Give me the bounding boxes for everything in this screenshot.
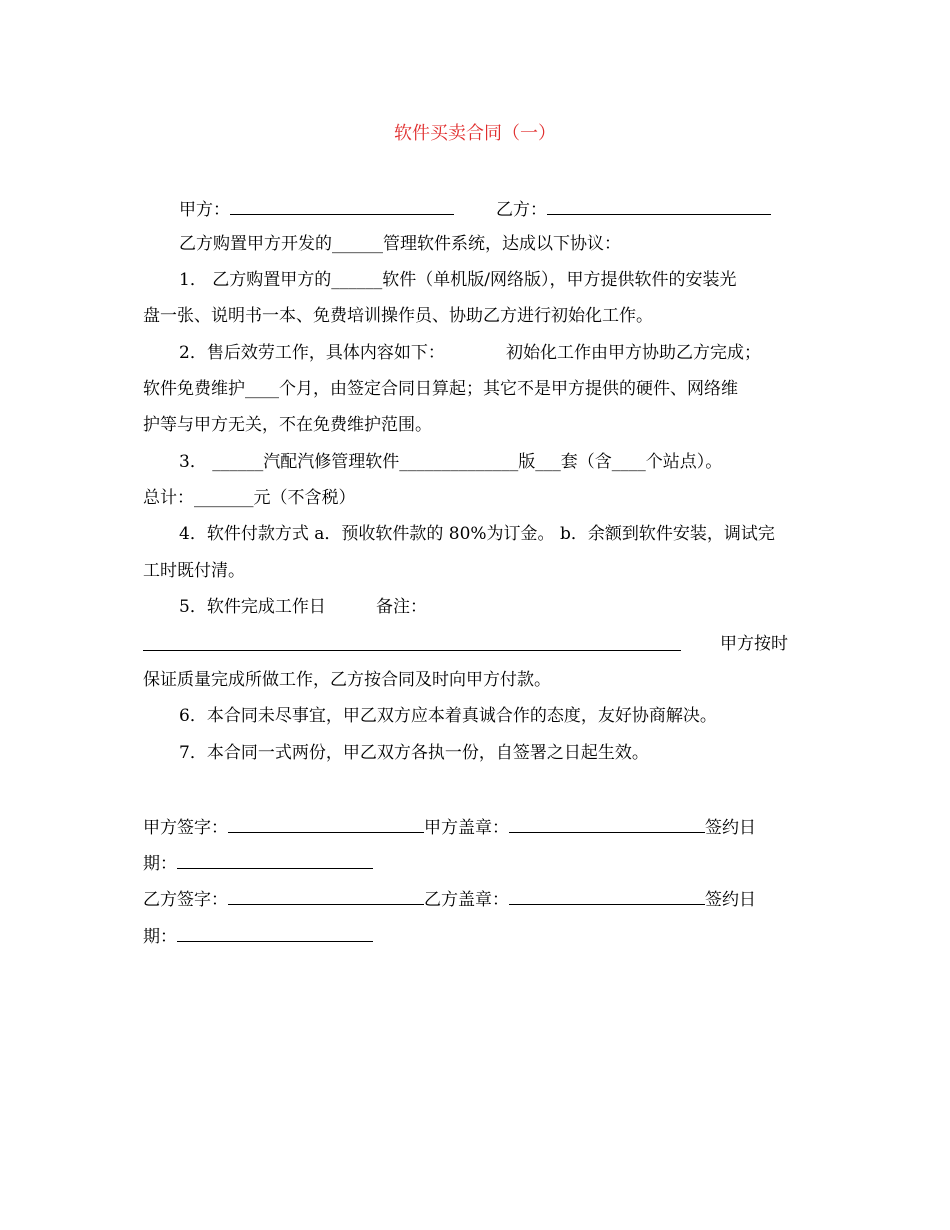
clause7: 7．本合同一式两份，甲乙双方各执一份，自签署之日起生效。 bbox=[179, 743, 649, 763]
clause2-line2: 软件免费维护____个月，由签定合同日算起；其它不是甲方提供的硬件、网络维 bbox=[143, 379, 738, 399]
clause2-line1a: 2．售后效劳工作，具体内容如下： bbox=[179, 343, 445, 363]
date-a-suffix: 期： bbox=[143, 854, 177, 874]
sign-a-label: 甲方签字： bbox=[143, 818, 228, 838]
intro-text: 乙方购置甲方开发的______管理软件系统，达成以下协议： bbox=[179, 234, 621, 254]
party-b-blank bbox=[547, 196, 771, 215]
party-a-blank bbox=[230, 196, 454, 215]
signature-row-a bbox=[143, 814, 756, 840]
sign-b-label: 乙方签字： bbox=[143, 890, 228, 910]
date-row-a bbox=[143, 850, 373, 876]
clause5-line2b: 甲方按时 bbox=[720, 634, 788, 654]
clause4-line1: 4．软件付款方式 a．预收软件款的 80%为订金。 b．余额到软件安装，调试完 bbox=[179, 524, 775, 544]
date-b-blank bbox=[177, 923, 373, 942]
party-a-label: 甲方： bbox=[179, 200, 230, 220]
clause5-line1b: 备注： bbox=[376, 597, 427, 617]
document-title: 软件买卖合同（一） bbox=[394, 123, 556, 144]
party-b-label: 乙方： bbox=[496, 200, 547, 220]
clause2-line1b: 初始化工作由甲方协助乙方完成； bbox=[506, 343, 761, 363]
sign-a-blank bbox=[228, 814, 424, 833]
date-b-label: 签约日 bbox=[705, 890, 756, 910]
date-row-b bbox=[143, 923, 373, 949]
clause6: 6．本合同未尽事宜，甲乙双方应本着真诚合作的态度，友好协商解决。 bbox=[179, 706, 717, 726]
party-a-line bbox=[179, 196, 454, 222]
sign-b-blank bbox=[228, 886, 424, 905]
clause2-line3: 护等与甲方无关，不在免费维护范围。 bbox=[143, 415, 432, 435]
date-b-suffix: 期： bbox=[143, 927, 177, 947]
seal-b-blank bbox=[509, 886, 705, 905]
remarks-line bbox=[143, 632, 681, 658]
remarks-blank bbox=[143, 632, 681, 651]
signature-row-b bbox=[143, 886, 756, 912]
date-a-blank bbox=[177, 850, 373, 869]
clause1-line2: 盘一张、说明书一本、免费培训操作员、协助乙方进行初始化工作。 bbox=[143, 306, 653, 326]
seal-a-label: 甲方盖章： bbox=[424, 818, 509, 838]
clause3-line2: 总计：_______元（不含税） bbox=[143, 488, 356, 508]
clause1-line1: 1． 乙方购置甲方的______软件（单机版/网络版），甲方提供软件的安装光 bbox=[179, 270, 737, 290]
seal-a-blank bbox=[509, 814, 705, 833]
clause5-line3: 保证质量完成所做工作，乙方按合同及时向甲方付款。 bbox=[143, 670, 551, 690]
clause3-line1: 3． ______汽配汽修管理软件______________版___套（含____个站点）。 bbox=[179, 452, 723, 472]
clause5-line1a: 5．软件完成工作日 bbox=[179, 597, 326, 617]
clause4-line2: 工时既付清。 bbox=[143, 561, 245, 581]
party-b-line bbox=[496, 196, 771, 222]
seal-b-label: 乙方盖章： bbox=[424, 890, 509, 910]
date-a-label: 签约日 bbox=[705, 818, 756, 838]
